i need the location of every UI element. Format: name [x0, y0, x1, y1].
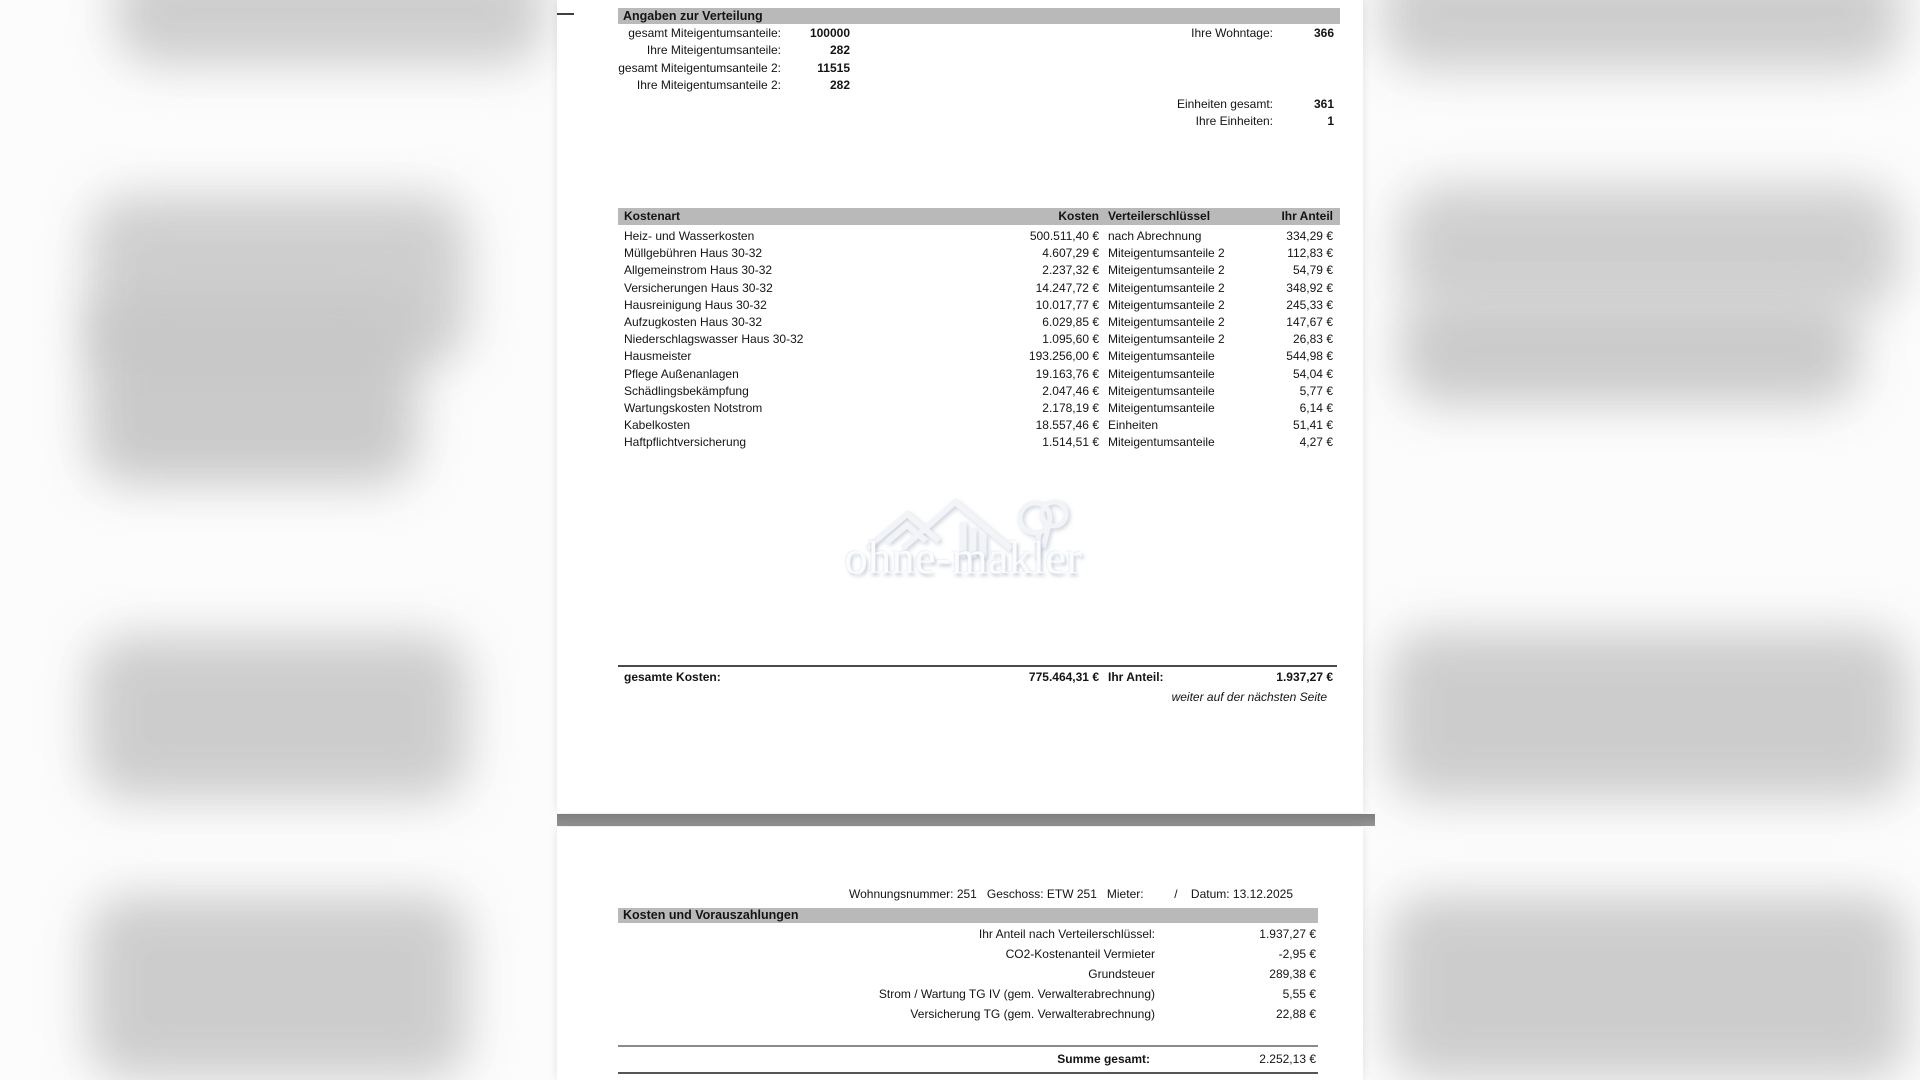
table-row [618, 332, 1340, 348]
cell-ihr-anteil: 147,67 € [1286, 315, 1333, 329]
col-header-kostenart: Kostenart [624, 209, 681, 223]
cell-kostenart: Haftpflichtversicherung [624, 435, 747, 449]
section-title: Angaben zur Verteilung [623, 9, 763, 23]
share-row [560, 26, 850, 41]
watermark-text: ohne-makler [844, 532, 1082, 584]
table-row [618, 315, 1340, 331]
cell-kosten: 14.247,72 € [1035, 281, 1099, 295]
share-label: gesamt Miteigentumsanteile: [628, 26, 781, 40]
share-label: Ihre Wohntage: [1191, 26, 1273, 40]
cell-kosten: 10.017,77 € [1035, 298, 1099, 312]
share-value: 11515 [817, 61, 850, 75]
payment-value: 22,88 € [1275, 1007, 1316, 1021]
table-row [618, 435, 1340, 451]
cell-kosten: 18.557,46 € [1035, 418, 1099, 432]
cell-kostenart: Aufzugkosten Haus 30-32 [624, 315, 763, 329]
col-header-verteilerschluessel: Verteilerschlüssel [1108, 209, 1211, 223]
document-page-1 [557, 0, 1363, 813]
cell-verteilerschluessel: Miteigentumsanteile 2 [1108, 315, 1225, 329]
cell-ihr-anteil: 348,92 € [1286, 281, 1333, 295]
cell-ihr-anteil: 544,98 € [1286, 349, 1333, 363]
cell-verteilerschluessel: Miteigentumsanteile [1108, 435, 1215, 449]
cell-kostenart: Pflege Außenanlagen [624, 367, 739, 381]
page-separator [557, 814, 1375, 826]
cell-kostenart: Wartungskosten Notstrom [624, 401, 763, 415]
cost-table-header-row [618, 209, 1340, 225]
cell-verteilerschluessel: Miteigentumsanteile 2 [1108, 332, 1225, 346]
payment-label: Strom / Wartung TG IV (gem. Verwalterabrechnung) [878, 987, 1155, 1001]
cell-ihr-anteil: 4,27 € [1299, 435, 1333, 449]
sum-rule-top [618, 1045, 1318, 1047]
payment-row [618, 987, 1318, 1002]
cell-kosten: 2.178,19 € [1042, 401, 1099, 415]
cell-ihr-anteil: 6,14 € [1299, 401, 1333, 415]
share-row [1073, 26, 1334, 41]
continuation-note: weiter auf der nächsten Seite [1171, 690, 1327, 704]
cell-verteilerschluessel: Miteigentumsanteile [1108, 401, 1215, 415]
cell-ihr-anteil: 5,77 € [1299, 384, 1333, 398]
cell-kosten: 19.163,76 € [1035, 367, 1099, 381]
cell-verteilerschluessel: Einheiten [1108, 418, 1159, 432]
sum-row [618, 1052, 1318, 1067]
cell-kostenart: Hausmeister [624, 349, 692, 363]
cell-ihr-anteil: 112,83 € [1287, 246, 1333, 260]
table-row [618, 367, 1340, 383]
payment-value: -2,95 € [1278, 947, 1316, 961]
watermark [837, 488, 1107, 603]
cell-kosten: 4.607,29 € [1042, 246, 1099, 260]
cell-kostenart: Kabelkosten [624, 418, 691, 432]
payment-label: Versicherung TG (gem. Verwalterabrechnung) [910, 1007, 1155, 1021]
cell-kostenart: Müllgebühren Haus 30-32 [624, 246, 763, 260]
share-value: 361 [1313, 97, 1334, 111]
share-label: Ihre Miteigentumsanteile: [646, 43, 781, 57]
payment-row [618, 967, 1318, 982]
payment-value: 1.937,27 € [1259, 927, 1316, 941]
section-band-vorauszahlungen [618, 908, 1318, 923]
table-row [618, 281, 1340, 297]
share-row [560, 78, 850, 93]
document-page-2 [557, 827, 1363, 1080]
share-label: Ihre Miteigentumsanteile 2: [636, 78, 781, 92]
cell-kosten: 2.047,46 € [1042, 384, 1099, 398]
cell-ihr-anteil: 334,29 € [1286, 229, 1333, 243]
section-band-verteilung [618, 8, 1340, 24]
bg-blob [88, 300, 418, 485]
share-value: 366 [1313, 26, 1334, 40]
totals-rule [618, 665, 1337, 667]
bg-blob [1382, 0, 1902, 70]
cell-ihr-anteil: 54,79 € [1292, 263, 1333, 277]
share-value: 282 [829, 43, 850, 57]
share-label: gesamt Miteigentumsanteile 2: [618, 61, 781, 75]
share-label: Ihre Einheiten: [1195, 114, 1273, 128]
your-share-value: 1.937,27 € [1276, 670, 1333, 684]
cell-verteilerschluessel: Miteigentumsanteile 2 [1108, 298, 1225, 312]
cell-verteilerschluessel: Miteigentumsanteile 2 [1108, 246, 1225, 260]
cell-kosten: 193.256,00 € [1028, 349, 1099, 363]
payment-value: 289,38 € [1269, 967, 1316, 981]
cell-kosten: 1.514,51 € [1042, 435, 1099, 449]
sum-total-label: Summe gesamt: [1057, 1052, 1150, 1066]
bg-blob [88, 635, 468, 800]
totals-row [618, 670, 1340, 686]
cell-verteilerschluessel: nach Abrechnung [1108, 229, 1202, 243]
cell-kostenart: Heiz- und Wasserkosten [624, 229, 755, 243]
cell-verteilerschluessel: Miteigentumsanteile [1108, 349, 1215, 363]
cell-verteilerschluessel: Miteigentumsanteile [1108, 384, 1215, 398]
total-costs-label: gesamte Kosten: [624, 670, 721, 684]
table-row [618, 418, 1340, 434]
cell-kosten: 6.029,85 € [1042, 315, 1099, 329]
bg-blob [1388, 630, 1908, 800]
payment-row [618, 1007, 1318, 1022]
cell-kostenart: Niederschlagswasser Haus 30-32 [624, 332, 804, 346]
cell-verteilerschluessel: Miteigentumsanteile 2 [1108, 281, 1225, 295]
bg-blob [88, 895, 468, 1080]
cell-kosten: 500.511,40 € [1029, 229, 1099, 243]
payment-row [618, 947, 1318, 962]
cell-kostenart: Hausreinigung Haus 30-32 [624, 298, 767, 312]
table-row [618, 384, 1340, 400]
share-row [1073, 97, 1334, 112]
share-row [1073, 114, 1334, 129]
section-title: Kosten und Vorauszahlungen [623, 908, 799, 922]
bg-blob [115, 0, 545, 65]
cell-kostenart: Schädlingsbekämpfung [624, 384, 749, 398]
bg-blob [1400, 185, 1900, 310]
cell-kosten: 2.237,32 € [1042, 263, 1099, 277]
share-value: 100000 [809, 26, 850, 40]
payment-label: Ihr Anteil nach Verteilerschlüssel: [978, 927, 1155, 941]
table-row [618, 349, 1340, 365]
cell-ihr-anteil: 51,41 € [1292, 418, 1333, 432]
table-row [618, 298, 1340, 314]
table-row [618, 229, 1340, 245]
sum-rule-bottom [618, 1072, 1318, 1074]
cell-verteilerschluessel: Miteigentumsanteile 2 [1108, 263, 1225, 277]
cell-kosten: 1.095,60 € [1042, 332, 1099, 346]
share-row [560, 61, 850, 76]
table-row [618, 246, 1340, 262]
fold-mark [557, 13, 574, 15]
share-row [560, 43, 850, 58]
cell-ihr-anteil: 26,83 € [1292, 332, 1333, 346]
payment-label: CO2-Kostenanteil Vermieter [1005, 947, 1155, 961]
cell-verteilerschluessel: Miteigentumsanteile [1108, 367, 1215, 381]
cell-kostenart: Versicherungen Haus 30-32 [624, 281, 773, 295]
your-share-label: Ihr Anteil: [1108, 670, 1164, 684]
share-value: 1 [1327, 114, 1334, 128]
share-value: 282 [829, 78, 850, 92]
cell-kostenart: Allgemeinstrom Haus 30-32 [624, 263, 773, 277]
payment-row [618, 927, 1318, 942]
table-row [618, 401, 1340, 417]
cell-ihr-anteil: 245,33 € [1286, 298, 1333, 312]
bg-blob [1400, 295, 1860, 405]
col-header-kosten: Kosten [1058, 209, 1099, 223]
meta-line-left: Wohnungsnummer: 251 Geschoss: ETW 251 Mieter: [849, 887, 1144, 901]
meta-line-right: / Datum: 13.12.2025 [1174, 887, 1293, 901]
share-label: Einheiten gesamt: [1176, 97, 1273, 111]
cell-ihr-anteil: 54,04 € [1292, 367, 1333, 381]
sum-total-value: 2.252,13 € [1259, 1052, 1316, 1066]
payment-value: 5,55 € [1282, 987, 1316, 1001]
total-costs-value: 775.464,31 € [1028, 670, 1099, 684]
table-row [618, 263, 1340, 279]
col-header-ihr-anteil: Ihr Anteil [1281, 209, 1333, 223]
bg-blob [1388, 895, 1908, 1080]
payment-label: Grundsteuer [1088, 967, 1155, 981]
